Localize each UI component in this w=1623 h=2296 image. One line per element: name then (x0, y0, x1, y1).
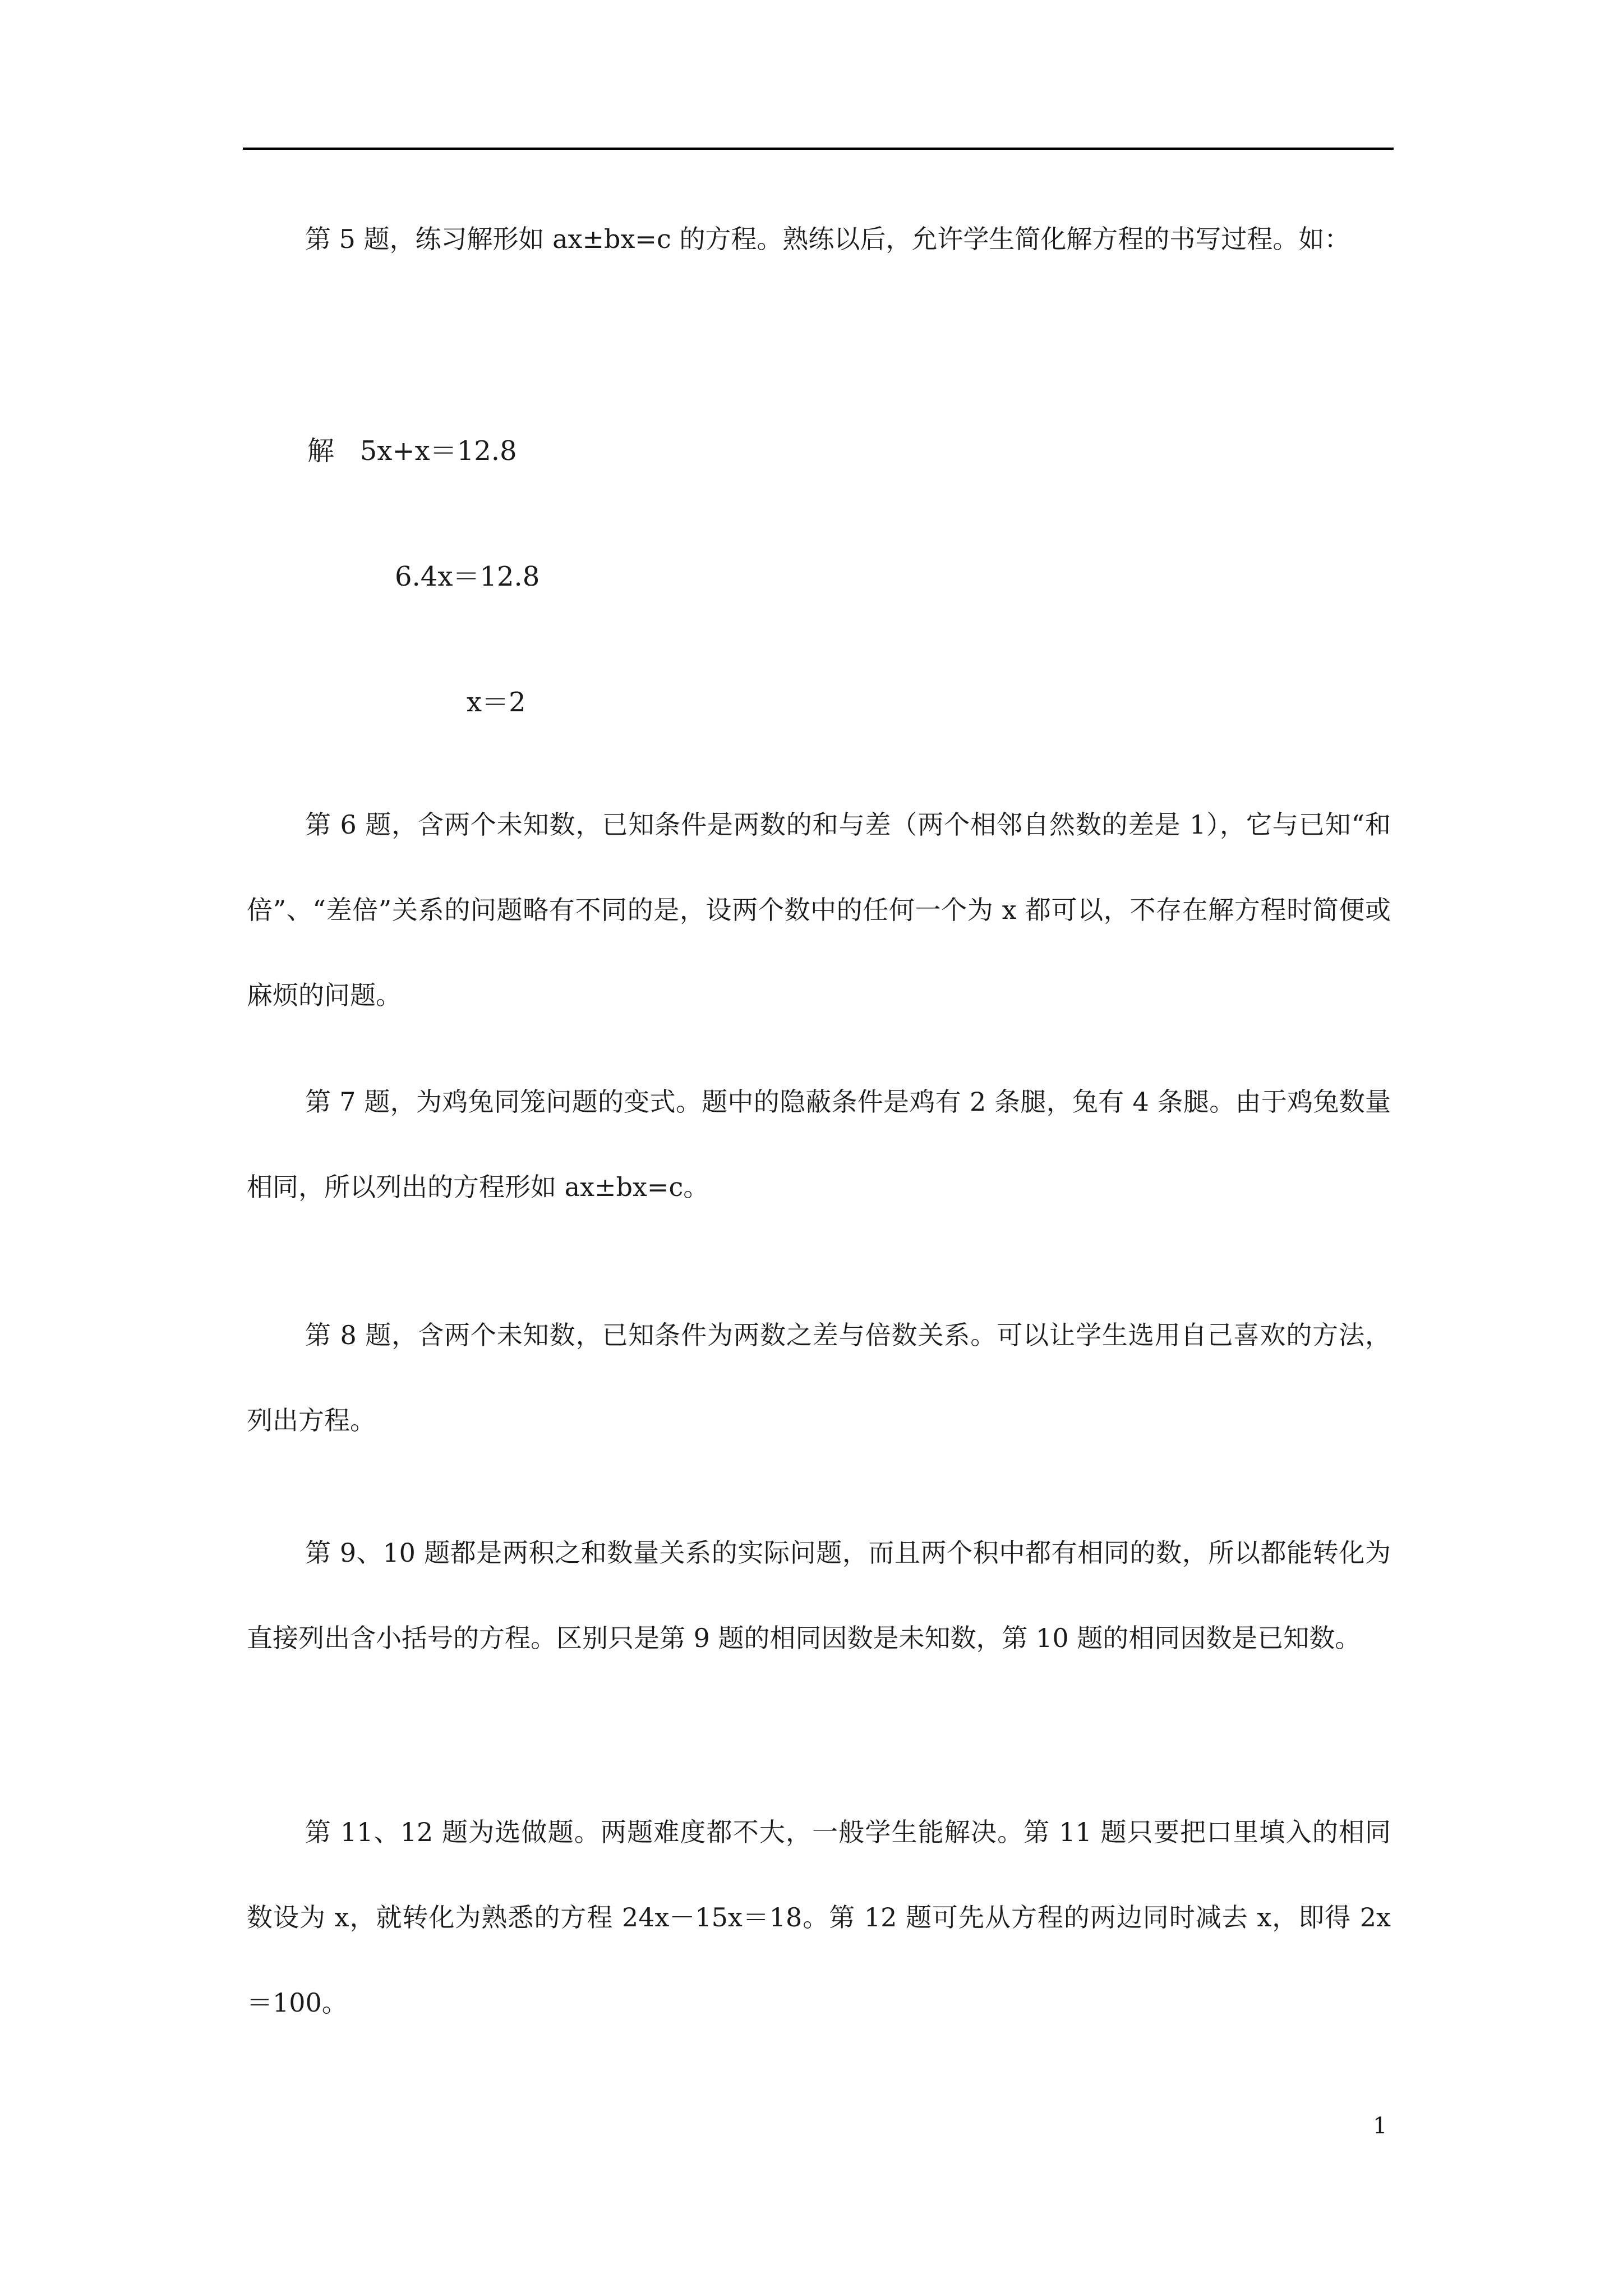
paragraph-problem-8: 第 8 题，含两个未知数，已知条件为两数之差与倍数关系。可以让学生选用自己喜欢的方法，列出方程。 (247, 1320, 1391, 1435)
paragraph-problem-5: 第 5 题，练习解形如 ax±bx=c 的方程。熟练以后，允许学生简化解方程的书写过程。如： (305, 224, 1350, 254)
header-rule (243, 148, 1394, 150)
equation-line-2: 6.4x＝12.8 (395, 561, 540, 592)
paragraph-problems-9-10: 第 9、10 题都是两积之和数量关系的实际问题，而且两个积中都有相同的数，所以都能转化为直接列出含小括号的方程。区别只是第 9 题的相同因数是未知数，第 10 题的相同因数是已知数。 (247, 1538, 1391, 1653)
equation-line-1: 解 5x+x＝12.8 (307, 435, 517, 467)
equation-line-3: x＝2 (467, 687, 526, 718)
paragraph-problems-11-12: 第 11、12 题为选做题。两题难度都不大，一般学生能解决。第 11 题只要把口里填入的相同数设为 x，就转化为熟悉的方程 24x－15x＝18。第 12 题可先从方程的两边同时减去 x，即得 2x＝100。 (247, 1817, 1391, 2018)
paragraph-problem-6: 第 6 题，含两个未知数，已知条件是两数的和与差（两个相邻自然数的差是 1），它与已知“和倍”、“差倍”关系的问题略有不同的是，设两个数中的任何一个为 x 都可以，不存在解方程时简便或麻烦的问题。 (247, 809, 1391, 1010)
page-number: 1 (1373, 2113, 1387, 2139)
paragraph-problem-7: 第 7 题，为鸡兔同笼问题的变式。题中的隐蔽条件是鸡有 2 条腿，兔有 4 条腿。由于鸡兔数量相同，所以列出的方程形如 ax±bx=c。 (247, 1087, 1391, 1202)
